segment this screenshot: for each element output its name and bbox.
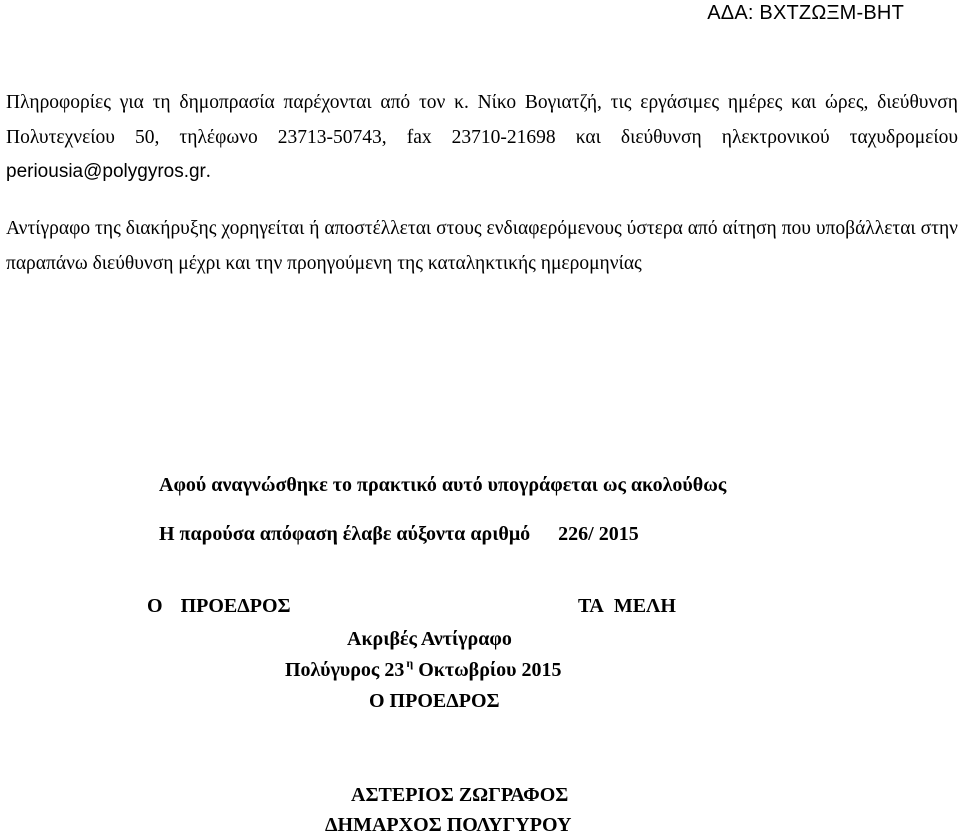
decision-number: 226/ 2015 xyxy=(558,523,639,545)
president-title: ΠΡΟΕΔΡΟΣ xyxy=(180,595,291,617)
info-paragraph xyxy=(6,86,958,190)
signer-role: ΔΗΜΑΡΧΟΣ ΠΟΛΥΓΥΡΟΥ xyxy=(325,814,572,836)
email-address: periousia@polygyros.gr xyxy=(6,161,206,182)
members-title: ΜΕΛΗ xyxy=(613,595,676,617)
president-o: Ο xyxy=(147,595,163,617)
copy-paragraph: Αντίγραφο της διακήρυξης χορηγείται ή αποστέλλεται στους ενδιαφερόμενους ύστερα από αίτηση που υποβάλλεται στην παραπάνω διεύθυνση μέχρι και την προηγούμενη της καταληκτικής ημερομηνίας xyxy=(6,218,958,274)
true-copy-label: Ακριβές Αντίγραφο xyxy=(347,628,512,650)
read-statement: Αφού αναγνώσθηκε το πρακτικό αυτό υπογράφεται ως ακολούθως xyxy=(159,474,727,496)
ada-code: ΑΔΑ: ΒΧΤΖΩΞΜ-ΒΗΤ xyxy=(707,2,904,24)
email-suffix: . xyxy=(205,161,211,182)
members-heading xyxy=(578,595,676,618)
president-signature-title: Ο ΠΡΟΕΔΡΟΣ xyxy=(369,690,500,712)
signer-name: ΑΣΤΕΡΙΟΣ ΖΩΓΡΑΦΟΣ xyxy=(351,784,569,806)
date-superscript: η xyxy=(406,656,414,670)
place-date-line xyxy=(285,656,562,682)
president-heading xyxy=(147,595,291,618)
decision-line xyxy=(159,523,639,546)
decision-label: Η παρούσα απόφαση έλαβε αύξοντα αριθμό xyxy=(159,523,531,545)
info-paragraph-text: Πληροφορίες για τη δημοπρασία παρέχονται από τον κ. Νίκο Βογιατζή, τις εργάσιμες ημέρες και ώρες, διεύθυνση Πολυτεχνείου 50, τηλέφωνο 23713-50743, fax 23710-21698 και διεύθυνση ηλεκτρονικού ταχυδρομείου xyxy=(6,92,958,148)
place-date-suffix: Οκτωβρίου 2015 xyxy=(413,659,562,681)
place-date-prefix: Πολύγυρος 23 xyxy=(285,659,405,681)
members-ta: ΤΑ xyxy=(578,595,604,617)
